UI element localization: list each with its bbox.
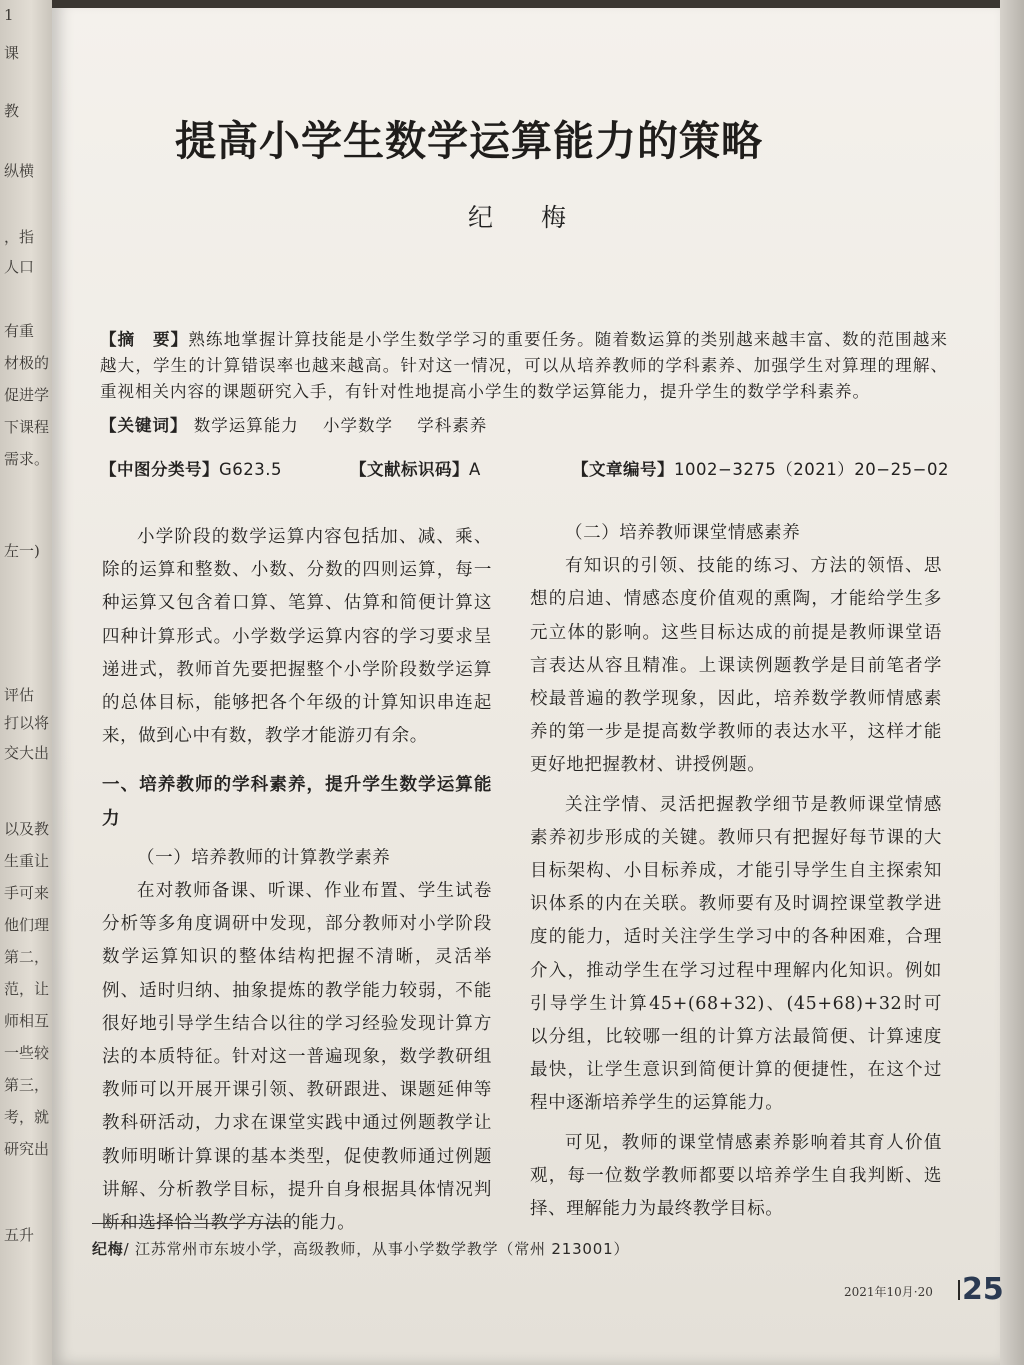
author-footnote [92,1238,629,1259]
intro-paragraph: 小学阶段的数学运算内容包括加、减、乘、除的运算和整数、小数、分数的四则运算，每一种运算又包含着口算、笔算、估算和简便计算这四种计算形式。小学数学运算内容的学习要求呈递进式，教师首先要把握整个小学阶段数学运算的总体目标，能够把各个年级的计算知识串连起来，做到心中有数，教学才能游刃有余。 [102,527,492,747]
abstract-label: 【摘 要】 [100,330,189,349]
abstract [100,327,948,405]
page-top-edge [52,0,1000,8]
adjacent-text: 1 [4,6,14,24]
adjacent-text: 有重 [4,322,35,340]
left-column [102,521,492,1240]
doc-code-value: A [469,460,481,479]
keyword: 学科素养 [417,416,488,435]
section-heading: 一、培养教师的学科素养，提升学生数学运算能力 [102,775,492,829]
footnote-text: / 江苏常州市东坡小学，高级教师，从事小学数学教学（常州 213001） [123,1240,630,1258]
adjacent-text: 纵横 [4,162,35,180]
subsection-heading: （一）培养教师的计算教学素养 [137,847,391,868]
keyword: 数学运算能力 [193,416,299,435]
document-code [350,456,481,480]
adjacent-text: 师相互 [4,1012,50,1030]
adjacent-text: 一些较 [4,1044,50,1062]
adjacent-text: ，指 [4,228,35,246]
adjacent-text: 促进学 [4,386,50,404]
keyword: 小学数学 [323,416,393,435]
article-no-label: 【文章编号】 [572,460,674,479]
adjacent-text: 人口 [4,258,35,276]
adjacent-text: 课 [4,44,20,62]
keywords [100,412,505,436]
adjacent-text: 教 [4,102,20,120]
clc-classification [100,456,282,480]
clc-label: 【中图分类号】 [100,460,219,479]
adjacent-text: 打以将 [4,714,50,732]
doc-code-label: 【文献标识码】 [350,460,469,479]
right-column [530,517,942,1226]
adjacent-text: 生重让 [4,852,50,870]
clc-value: G623.5 [219,460,283,479]
page-stack-edge [1000,0,1024,1365]
adjacent-text: 第二， [4,948,50,966]
article-author: 纪 梅 [468,203,586,232]
article-title: 提高小学生数学运算能力的策略 [175,117,763,165]
adjacent-text: 以及教 [4,820,50,838]
keywords-label: 【关键词】 [100,416,188,435]
footnote-author-name: 纪梅 [92,1240,124,1258]
subsection-heading: （二）培养教师课堂情感素养 [565,523,801,543]
adjacent-text: 第三， [4,1076,50,1094]
adjacent-text: 下课程 [4,418,50,436]
footnote-divider [92,1223,290,1224]
adjacent-text: 他们理 [4,916,50,934]
adjacent-text: 交大出 [4,744,50,762]
adjacent-text: 五升 [4,1226,35,1244]
adjacent-text: 左一) [4,542,40,560]
article-number [572,456,949,480]
adjacent-text: 材极的 [4,354,50,372]
adjacent-text: 评估 [4,686,35,704]
abstract-text: 熟练地掌握计算技能是小学生数学学习的重要任务。随着数运算的类别越来越丰富、数的范围越来越大，学生的计算错误率也越来越高。针对这一情况，可以从培养教师的学科素养、加强学生对算理的理解、重视相关内容的课题研究入手，有针对性地提高小学生的数学运算能力，提升学生的数学学科素养。 [100,330,949,401]
body-paragraph: 关注学情、灵活把握教学细节是教师课堂情感素养初步形成的关键。教师只有把握好每节课的大目标架构、小目标养成，才能引导学生自主探索知识体系的内在关联。教师要有及时调控课堂教学进度的能力，适时关注学生学习中的各种困难，合理介入，推动学生在学习过程中理解内化知识。例如引导学生计算45+(68+32)、(45+68)+32时可以分组，比较哪一组的计算方法最简便、计算速度最快，让学生意识到简便计算的便捷性，在这个过程中逐渐培养学生的运算能力。 [530,794,942,1114]
body-paragraph: 可见，教师的课堂情感素养影响着其育人价值观，每一位数学教师都要以培养学生自我判断、选择、理解能力为最终教学目标。 [530,1132,942,1220]
footer-divider [958,1280,960,1300]
article-no-value: 1002−3275（2021）20−25−02 [674,460,949,479]
adjacent-page [0,0,52,1365]
adjacent-text: 考，就 [4,1108,50,1126]
page-number: 25 [962,1272,1004,1307]
adjacent-text: 研究出 [4,1140,50,1158]
adjacent-text: 手可来 [4,884,50,902]
issue-date: 2021年10月·20 [844,1285,933,1299]
body-paragraph: 有知识的引领、技能的练习、方法的领悟、思想的启迪、情感态度价值观的熏陶，才能给学生多元立体的影响。这些目标达成的前提是教师课堂语言表达从容且精准。上课读例题教学是目前笔者学校最普遍的教学现象，因此，培养数学教师情感素养的第一步是提高数学教师的表达水平，这样才能更好地把握教材、讲授例题。 [530,556,942,776]
body-paragraph: 在对教师备课、听课、作业布置、学生试卷分析等多角度调研中发现，部分教师对小学阶段数学运算知识的整体结构把握不清晰，灵活举例、适时归纳、抽象提炼的教学能力较弱，不能很好地引导学生结合以往的学习经验发现计算方法的本质特征。针对这一普遍现象，数学教研组教师可以开展开课引领、教研跟进、课题延伸等教科研活动，力求在课堂实践中通过例题教学让教师明晰计算课的基本类型，促使教师通过例题讲解、分析教学目标，提升自身根据具体情况判断和选择恰当教学方法的能力。 [102,881,492,1234]
adjacent-text: 范，让 [4,980,50,998]
adjacent-text: 需求。 [4,450,50,468]
